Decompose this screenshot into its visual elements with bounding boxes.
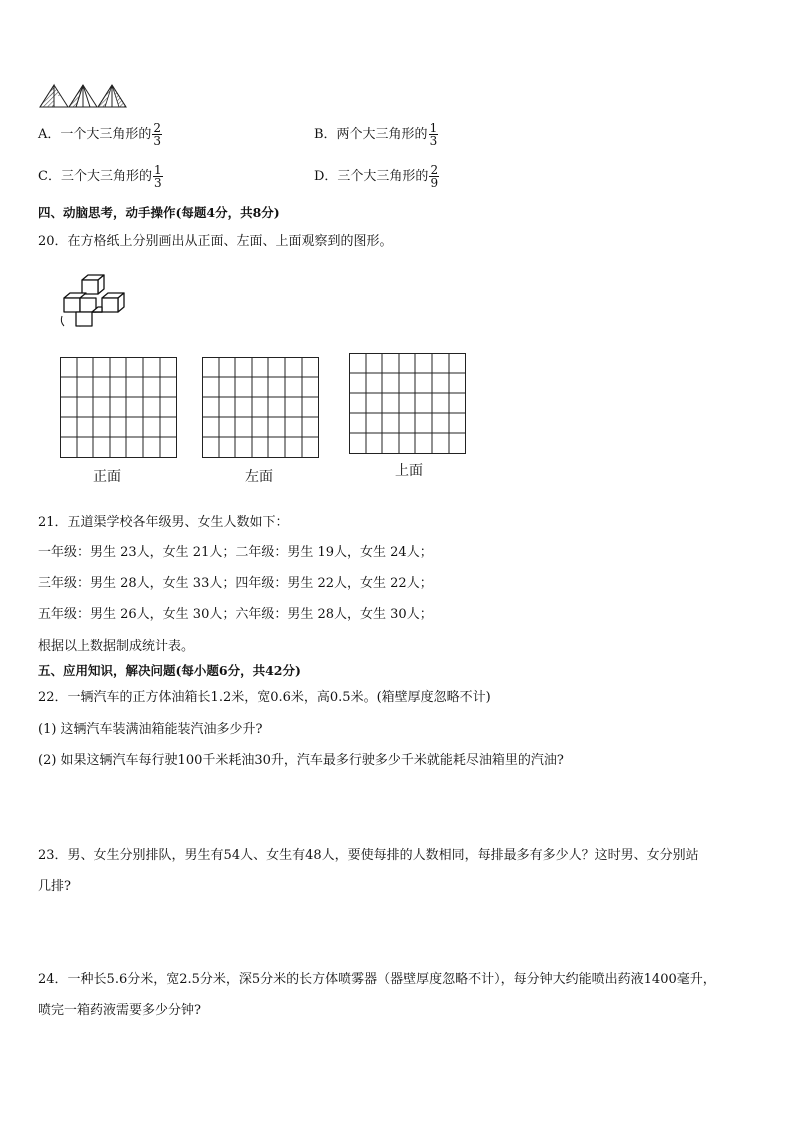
grid-front[interactable] [60, 357, 177, 458]
caption-top: 上面 [395, 463, 423, 479]
triangle-3 [98, 85, 126, 107]
q21-line-3: 五年级：男生 26人，女生 30人；六年级：男生 28人，女生 30人； [38, 607, 433, 622]
q21-instruction: 根据以上数据制成统计表。 [38, 639, 195, 654]
section-5-title: 五、应用知识，解决问题(每小题6分，共42分) [38, 663, 301, 678]
q21-title: 21．五道渠学校各年级男、女生人数如下： [38, 515, 289, 530]
triangle-1 [40, 85, 68, 107]
option-d [314, 164, 439, 189]
option-a-text: A．一个大三角形的 [38, 127, 152, 142]
option-b-fraction: $\frac{1}{3}$ [429, 121, 438, 148]
q21-line-1: 一年级：男生 23人，女生 21人；二年级：男生 19人，女生 24人； [38, 545, 433, 560]
q22-text: 22．一辆汽车的正方体油箱长1.2米，宽0.6米，高0.5米。(箱壁厚度忽略不计) [38, 690, 491, 705]
q23-line-1: 23．男、女生分别排队，男生有54人、女生有48人，要使每排的人数相同，每排最多有多少人？这时男、女分别站 [38, 848, 699, 863]
q22-sub-2: (2) 如果这辆汽车每行驶100千米耗油30升，汽车最多行驶多少千米就能耗尽油箱里的汽油? [38, 753, 564, 768]
option-b-text: B．两个大三角形的 [314, 127, 428, 142]
q23-line-2: 几排? [38, 879, 71, 894]
caption-front: 正面 [93, 469, 121, 485]
triangles-figure [38, 82, 130, 110]
grid-left[interactable] [202, 357, 319, 458]
q22-sub-1: (1) 这辆汽车装满油箱能装汽油多少升? [38, 722, 263, 737]
cubes-figure [58, 272, 130, 328]
triangle-2 [69, 85, 97, 107]
q21-line-2: 三年级：男生 28人，女生 33人；四年级：男生 22人，女生 22人； [38, 576, 433, 591]
option-b [314, 122, 438, 147]
option-a [38, 122, 162, 147]
option-d-text: D．三个大三角形的 [314, 169, 429, 184]
option-d-fraction: $\frac{2}{9}$ [430, 163, 439, 190]
option-c [38, 164, 163, 189]
q20-text: 20．在方格纸上分别画出从正面、左面、上面观察到的图形。 [38, 234, 393, 249]
section-4-title: 四、动脑思考，动手操作(每题4分，共8分) [38, 205, 280, 220]
q24-line-2: 喷完一箱药液需要多少分钟? [38, 1003, 201, 1018]
option-c-text: C．三个大三角形的 [38, 169, 152, 184]
grid-top[interactable] [349, 353, 466, 454]
caption-left: 左面 [245, 469, 273, 485]
q24-line-1: 24．一种长5.6分米，宽2.5分米，深5分米的长方体喷雾器（器壁厚度忽略不计），每分钟大约能喷出药液1400毫升， [38, 972, 716, 987]
option-a-fraction: $\frac{2}{3}$ [153, 121, 162, 148]
option-c-fraction: $\frac{1}{3}$ [153, 163, 162, 190]
